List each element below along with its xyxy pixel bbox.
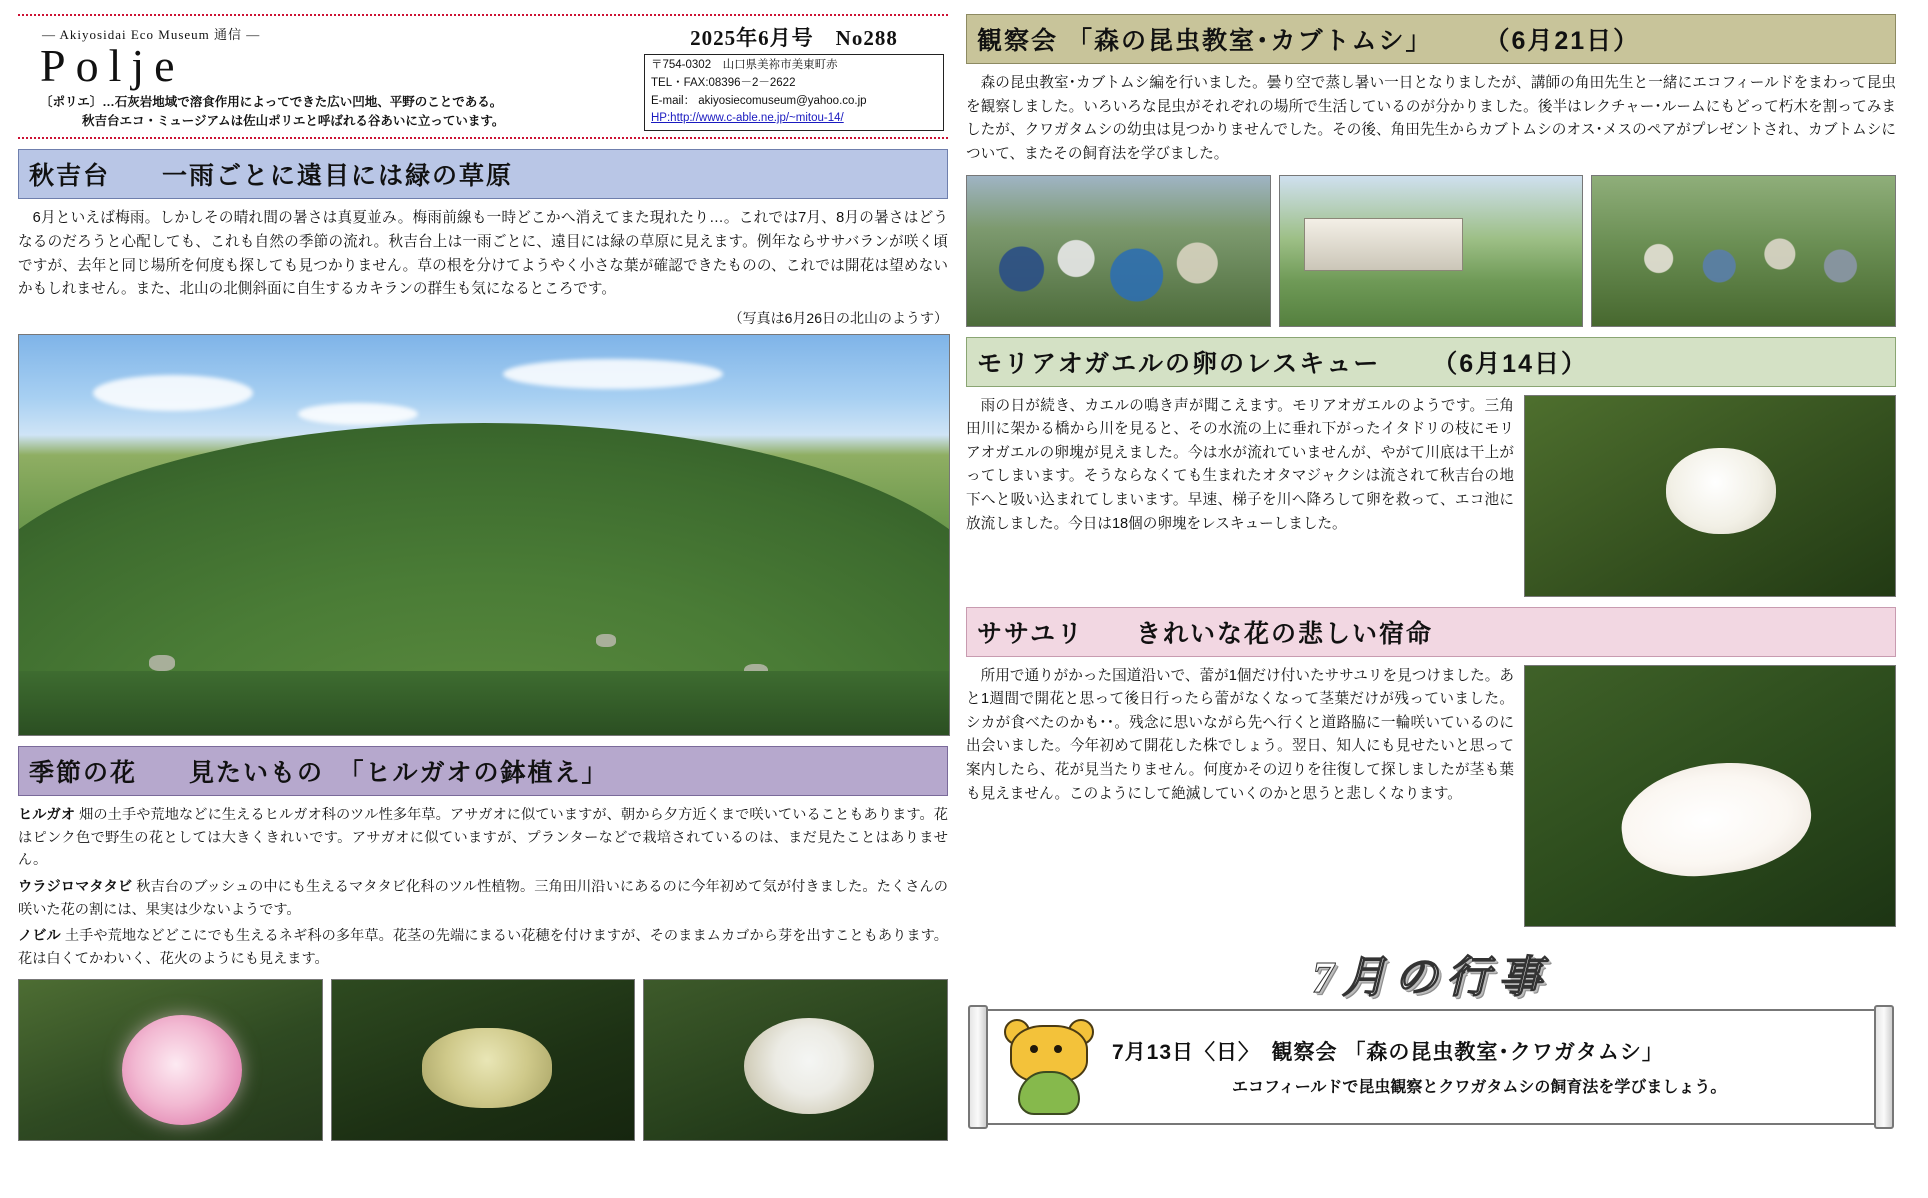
photo-nobiru — [643, 979, 948, 1141]
cloud-shape — [503, 359, 723, 389]
publication-title: Polje — [40, 40, 185, 91]
article-sasayuri-text: 所用で通りがかった国道沿いで、蕾が1個だけ付いたササユリを見つけました。あと1週間で開花と思って後日行ったら蕾がなくなって茎葉だけが残っていました。シカが食べたのかも･･。残念に思いながら先へ行くと道路脇に一輪咲いているのに出会いました。今年初めて開花した株でしょう。翌日、知人にも見せたいと思って案内したら、花が見当たりません。何度かその辺りを往復して探しましたが茎も葉も見えません。このようにして絶滅していくのかと思うと悲しくなります。 — [966, 667, 1514, 802]
flower-photo-row — [18, 979, 948, 1141]
heading-subtitle: 見たいもの 「ヒルガオの鉢植え」 — [189, 758, 609, 787]
heading-subtitle: きれいな花の悲しい宿命 — [1136, 619, 1434, 648]
cloud-shape — [298, 403, 418, 425]
heading-title: ササユリ — [977, 619, 1085, 648]
foreground-grass — [19, 671, 949, 735]
article-akiyoshidai-caption: （写真は6月26日の北山のようす） — [728, 309, 948, 326]
heading-title: 季節の花 — [29, 758, 138, 787]
mascot-body — [1018, 1071, 1080, 1115]
section-heading-akiyoshidai — [18, 149, 948, 199]
contact-box — [644, 54, 944, 131]
heading-title: モリアオガエルの卵のレスキュー — [977, 349, 1381, 378]
rock-shape — [149, 655, 175, 671]
flower-description: 土手や荒地などどこにでも生えるネギ科の多年草。花茎の先端にまるい花穂を付けますが、そのままムカゴから芽を出すこともあります。花は白くてかわいく、花火のようにも見えます。 — [18, 928, 948, 968]
mascot-icon — [996, 1021, 1106, 1113]
right-column — [966, 14, 1896, 1188]
flower-entry — [18, 804, 948, 872]
article-frog-rescue-text: 雨の日が続き、カエルの鳴き声が聞こえます。モリアオガエルのようです。三角田川に架かる橋から川を見ると、その水流の上に垂れ下がったイタドリの枝にモリアオガエルの卵塊が見えました。今は水が流れていませんが、やがて川底は干上がってしまいます。そうならなくても生まれたオタマジャクシは流されて秋吉台の地下へと吸い込まれてしまいます。早速、梯子を川へ降ろして卵を救って、エコ池に放流しました。今日は18個の卵塊をレスキューしました。 — [966, 397, 1514, 532]
masthead-subtitle-2: 秋吉台エコ・ミュージアムは佐山ポリエと呼ばれる谷あいに立っています。 — [82, 113, 505, 128]
photo-field-participants — [1591, 175, 1896, 327]
photo-hirugao — [18, 979, 323, 1141]
flower-description: 畑の土手や荒地などに生えるヒルガオ科のツル性多年草。アサガオに似ていますが、朝から夕方近くまで咲いていることもあります。花はピンク色で野生の花としては大きくきれいです。アサガオに似ていますが、プランターなどで栽培されているのは、まだ見たことはありません。 — [18, 806, 948, 869]
frog-rescue-block — [966, 395, 1896, 597]
heading-subtitle: 一雨ごとに遠目には緑の草原 — [162, 162, 514, 191]
masthead-left — [22, 22, 644, 129]
sasayuri-text-wrap — [966, 665, 1514, 813]
rock-shape — [596, 634, 616, 647]
contact-address: 〒754-0302 山口県美祢市美東町赤 — [651, 59, 838, 71]
section-heading-insect-class — [966, 14, 1896, 64]
mascot-eye-left — [1030, 1045, 1038, 1053]
photo-sasayuri-flower — [1524, 665, 1896, 927]
photo-observation-group — [966, 175, 1271, 327]
flower-entry — [18, 925, 948, 970]
masthead-right — [644, 22, 944, 131]
cloud-shape — [93, 375, 253, 411]
july-event-title: 7月13日〈日〉 観察会 「森の昆虫教室･クワガタムシ」 — [1112, 1041, 1664, 1065]
masthead-subtitle-1: 〔ポリエ〕…石灰岩地域で溶食作用によってできた広い凹地、平野のことである。 — [40, 94, 503, 109]
july-events-title: 7月の行事 — [1312, 952, 1550, 1002]
heading-date: （6月21日） — [1484, 27, 1641, 55]
section-heading-sasayuri — [966, 607, 1896, 657]
july-event-detail: エコフィールドで昆虫観察とクワガタムシの飼育法を学びましょう。 — [1232, 1079, 1727, 1097]
contact-tel: TEL・FAX:08396－2－2622 — [651, 76, 796, 89]
section-heading-frog-rescue — [966, 337, 1896, 387]
july-event-text — [1106, 1036, 1884, 1097]
photo-ecomuseum-building — [1279, 175, 1584, 327]
mascot-eye-right — [1054, 1045, 1062, 1053]
heading-title: 秋吉台 — [29, 162, 111, 191]
heading-title: 観察会 「森の昆虫教室･カブトムシ」 — [977, 27, 1433, 55]
contact-email: E-mail： akiyosiecomuseum@yahoo.co.jp — [651, 94, 867, 107]
sasayuri-block — [966, 665, 1896, 927]
masthead-english-line: — Akiyosidai Eco Museum 通信 — — [42, 27, 261, 42]
issue-number: 2025年6月号 No288 — [690, 26, 898, 50]
article-insect-class-text: 森の昆虫教室･カブトムシ編を行いました。曇り空で蒸し暑い一日となりましたが、講師の角田先生と一緒にエコフィールドをまわって昆虫を観察しました。いろいろな昆虫がそれぞれの場所で生活しているのが分かりました。後半はレクチャー･ルームにもどって朽木を割ってみましたが、クワガタムシの幼虫は見つかりませんでした。その後、角田先生からカブトムシのオス･メスのペアがプレゼントされ、カブトムシについて、またその飼育法を学びました。 — [966, 75, 1896, 162]
july-events-scroll — [976, 1009, 1886, 1125]
contact-homepage[interactable]: HP:http://www.c-able.ne.jp/~mitou-14/ — [651, 112, 844, 125]
masthead — [18, 14, 948, 139]
photo-urajiromatatabi — [331, 979, 636, 1141]
insect-class-photo-row — [966, 175, 1896, 327]
flower-name: ヒルガオ — [18, 806, 76, 823]
left-column — [18, 14, 948, 1188]
photo-grassland-hero — [18, 334, 950, 736]
flower-name: ノビル — [18, 928, 61, 945]
flower-description: 秋吉台のブッシュの中にも生えるマタタビ化科のツル性植物。三角田川沿いにあるのに今年初めて気が付きました。たくさんの咲いた花の割には、果実は少ないようです。 — [18, 878, 948, 918]
flower-entry — [18, 876, 948, 921]
article-akiyoshidai-text: 6月といえば梅雨。しかしその晴れ間の暑さは真夏並み。梅雨前線も一時どこかへ消えてまた現れたり…。これでは7月、8月の暑さはどうなるのだろうと心配しても、これも自然の季節の流れ。秋吉台上は一雨ごとに、遠目には緑の草原に見えます。例年ならササバランが咲く頃ですが、去年と同じ場所を何度も探しても見つかりません。草の根を分けてようやく小さな葉が確認できたものの、これでは開花は望めないかもしれません。また、北山の北側斜面に自生するカキランの群生も気になるところです。 — [18, 210, 948, 298]
two-column-layout — [18, 14, 1910, 1188]
flower-name: ウラジロマタタビ — [18, 878, 133, 895]
section-heading-seasonal-flowers — [18, 746, 948, 796]
frog-rescue-text-wrap — [966, 395, 1514, 543]
heading-date: （6月14日） — [1432, 349, 1588, 378]
photo-frog-eggs — [1524, 395, 1896, 597]
